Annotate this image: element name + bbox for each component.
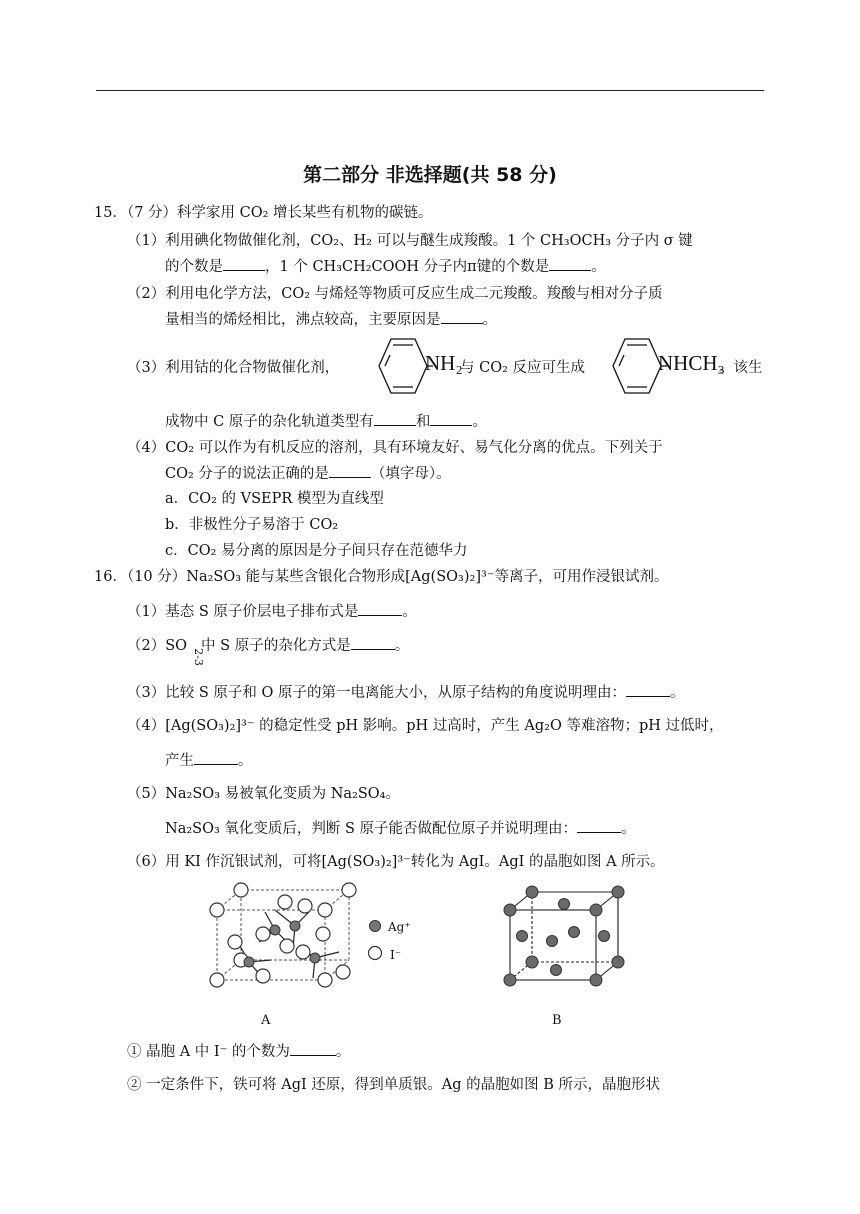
q15-option-b: b．非极性分子易溶于 CO₂ [165,517,339,533]
crystal-cell-a [205,882,365,1002]
answer-blank[interactable] [549,256,591,271]
q15-option-c: c．CO₂ 易分离的原因是分子间只存在范德华力 [165,543,468,559]
q16-part5-line2: Na₂SO₃ 氧化变质后，判断 S 原子能否做配位原子并说明理由： 。 [165,818,636,839]
q15-part3-mid: 与 CO₂ 反应可生成 [460,360,586,376]
answer-blank[interactable] [290,1041,336,1056]
answer-blank[interactable] [430,411,472,426]
nhch3-label: NHCH₃ [658,351,725,375]
figure-label-a: A [261,1013,271,1028]
q16-sub1: ① 晶胞 A 中 I⁻ 的个数为 。 [127,1041,350,1062]
legend-markers [368,918,382,962]
q15-part4-line2: CO₂ 分子的说法正确的是 （填字母）。 [165,463,451,484]
q16-part4-line1: （4）[Ag(SO₃)₂]³⁻ 的稳定性受 pH 影响。pH 过高时，产生 Ag₂O 等难溶物；pH 过低时， [127,718,724,734]
answer-blank[interactable] [374,411,416,426]
q15-part2-line2: 量相当的烯烃相比，沸点较高，主要原因是 。 [165,309,497,330]
q15-part1-line1: （1）利用碘化物做催化剂，CO₂、H₂ 可以与醚生成羧酸。1 个 CH₃OCH₃ 分子内 σ 键 [127,233,693,249]
q15-part4-line1: （4）CO₂ 可以作为有机反应的溶剂，具有环境友好、易气化分离的优点。下列关于 [127,440,663,456]
crystal-cell-b [500,884,626,990]
answer-blank[interactable] [223,256,265,271]
q16-part5-line1: （5）Na₂SO₃ 易被氧化变质为 Na₂SO₄。 [127,786,400,802]
q15-part3-end: 。该生 [719,360,763,376]
q16-sub2: ② 一定条件下，铁可将 AgI 还原，得到单质银。Ag 的晶胞如图 B 所示，晶胞形状 [127,1077,661,1093]
q16-part1: （1）基态 S 原子价层电子排布式是 。 [127,601,417,622]
answer-blank[interactable] [441,309,483,324]
nh2-label: NH₂ [425,351,463,375]
section-title: 第二部分 非选择题(共 58 分) [303,164,557,186]
figure-label-b: B [552,1013,562,1028]
answer-blank[interactable] [358,601,402,616]
q15-part3-prefix: （3）利用钴的化合物做催化剂， [127,360,340,376]
legend-i: I⁻ [390,948,402,962]
q15-part1-line2: 的个数是 ，1 个 CH₃CH₂COOH 分子内π键的个数是 。 [165,256,606,277]
q16-part3: （3）比较 S 原子和 O 原子的第一电离能大小，从原子结构的角度说明理由： 。 [127,682,684,703]
answer-blank[interactable] [351,635,395,650]
q15-part2-line1: （2）利用电化学方法，CO₂ 与烯烃等物质可反应生成二元羧酸。羧酸与相对分子质 [127,286,663,302]
answer-blank[interactable] [329,463,371,478]
q16-stem: 16．（10 分）Na₂SO₃ 能与某些含银化合物形成[Ag(SO₃)₂]³⁻等离子，可用作浸银试剂。 [94,569,669,585]
q15-part3-line2: 成物中 C 原子的杂化轨道类型有 和 。 [165,411,487,432]
answer-blank[interactable] [194,750,238,765]
answer-blank[interactable] [577,818,621,833]
q15-stem: 15．（7 分）科学家用 CO₂ 增长某些有机物的碳链。 [94,205,433,221]
q16-part6: （6）用 KI 作沉银试剂，可将[Ag(SO₃)₂]³⁻转化为 AgI。AgI 的晶胞如图 A 所示。 [127,854,665,870]
q16-part4-line2: 产生 。 [165,750,253,771]
header-rule [96,90,764,91]
sulfite-charge: 2-3 [191,648,205,666]
legend-ag: Ag⁺ [388,920,411,934]
q15-option-a: a．CO₂ 的 VSEPR 模型为直线型 [165,491,384,507]
q16-part2: （2）SO 2-3 中 S 原子的杂化方式是 。 [127,635,409,656]
answer-blank[interactable] [626,682,670,697]
